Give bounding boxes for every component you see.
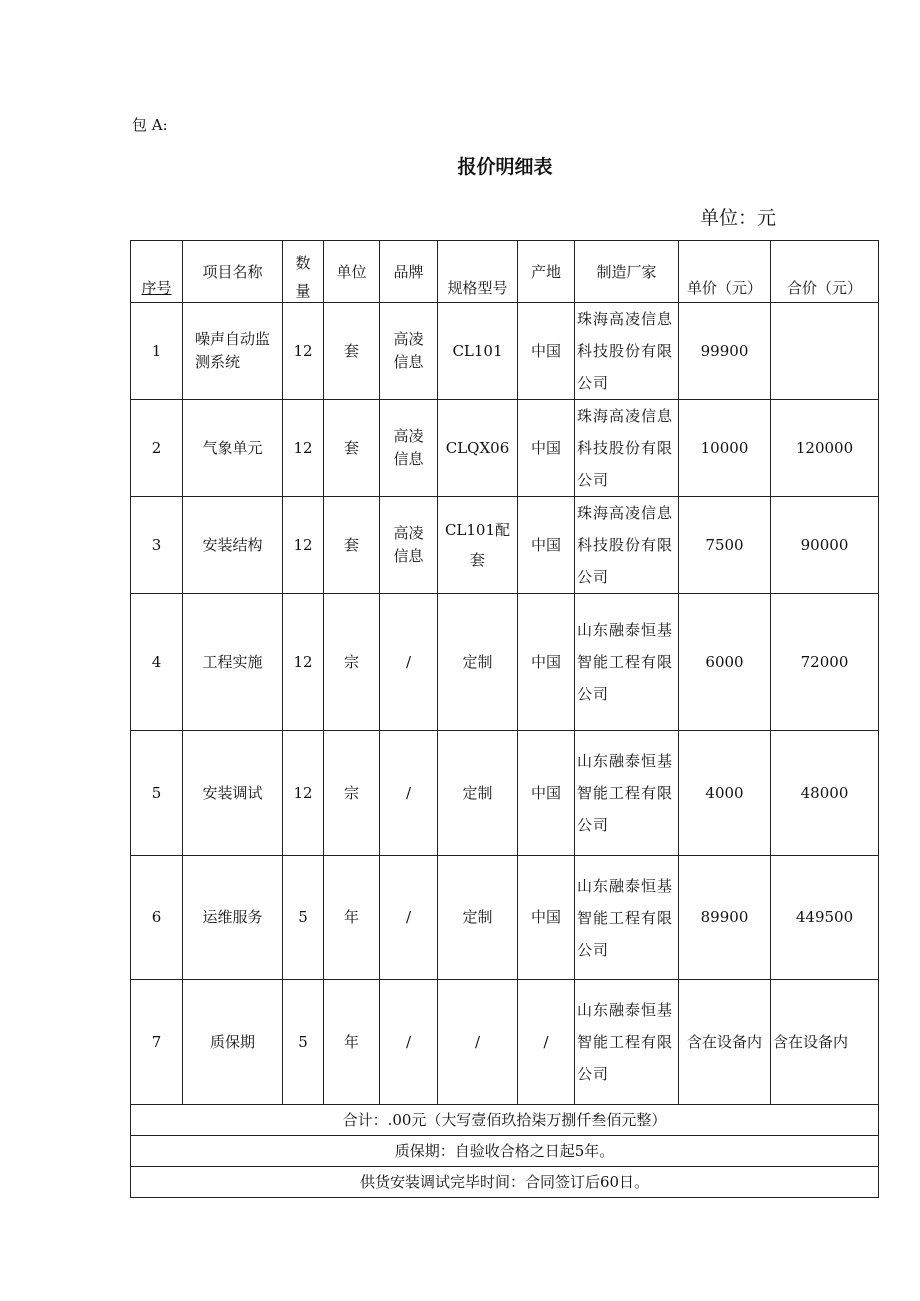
cell-model: CL101 bbox=[438, 303, 518, 400]
quote-table bbox=[130, 240, 879, 1198]
cell-brand: 高凌信息 bbox=[380, 400, 438, 497]
cell-seq: 4 bbox=[131, 594, 183, 731]
cell-unit: 年 bbox=[324, 980, 380, 1105]
cell-brand: / bbox=[380, 731, 438, 856]
cell-maker: 山东融泰恒基智能工程有限公司 bbox=[575, 856, 679, 980]
cell-price: 6000 bbox=[679, 594, 771, 731]
cell-brand: / bbox=[380, 594, 438, 731]
cell-price: 含在设备内 bbox=[679, 980, 771, 1105]
cell-model: CLQX06 bbox=[438, 400, 518, 497]
table-row bbox=[131, 731, 879, 856]
cell-unit: 年 bbox=[324, 856, 380, 980]
table-row bbox=[131, 400, 879, 497]
cell-name: 安装调试 bbox=[183, 731, 283, 856]
cell-unit: 套 bbox=[324, 400, 380, 497]
header-model: 规格型号 bbox=[438, 241, 518, 303]
cell-total: 48000 bbox=[771, 731, 879, 856]
cell-total: 含在设备内 bbox=[771, 980, 879, 1105]
cell-brand: 高凌信息 bbox=[380, 303, 438, 400]
table-row bbox=[131, 303, 879, 400]
cell-seq: 1 bbox=[131, 303, 183, 400]
cell-total: 72000 bbox=[771, 594, 879, 731]
header-name: 项目名称 bbox=[183, 241, 283, 303]
warranty-text: 质保期：自验收合格之日起5年。 bbox=[131, 1136, 879, 1167]
cell-maker: 山东融泰恒基智能工程有限公司 bbox=[575, 594, 679, 731]
cell-total: 120000 bbox=[771, 400, 879, 497]
cell-seq: 6 bbox=[131, 856, 183, 980]
cell-model: 定制 bbox=[438, 731, 518, 856]
cell-unit: 宗 bbox=[324, 731, 380, 856]
cell-total bbox=[771, 303, 879, 400]
cell-model: 定制 bbox=[438, 856, 518, 980]
header-price: 单价（元） bbox=[679, 241, 771, 303]
cell-name: 气象单元 bbox=[183, 400, 283, 497]
cell-name: 运维服务 bbox=[183, 856, 283, 980]
cell-seq: 7 bbox=[131, 980, 183, 1105]
cell-seq: 2 bbox=[131, 400, 183, 497]
cell-total: 90000 bbox=[771, 497, 879, 594]
total-text: 合计：.00元（大写壹佰玖拾柒万捌仟叁佰元整） bbox=[131, 1105, 879, 1136]
package-label: 包 A: bbox=[132, 116, 168, 134]
header-total: 合价（元） bbox=[771, 241, 879, 303]
cell-seq: 3 bbox=[131, 497, 183, 594]
cell-qty: 5 bbox=[283, 856, 324, 980]
cell-model: 定制 bbox=[438, 594, 518, 731]
cell-origin: / bbox=[518, 980, 575, 1105]
cell-name: 安装结构 bbox=[183, 497, 283, 594]
table-row bbox=[131, 594, 879, 731]
cell-maker: 珠海高凌信息科技股份有限公司 bbox=[575, 497, 679, 594]
cell-brand: 高凌信息 bbox=[380, 497, 438, 594]
cell-name: 质保期 bbox=[183, 980, 283, 1105]
cell-maker: 山东融泰恒基智能工程有限公司 bbox=[575, 731, 679, 856]
table-row bbox=[131, 856, 879, 980]
total-row bbox=[131, 1105, 879, 1136]
delivery-text: 供货安装调试完毕时间：合同签订后60日。 bbox=[131, 1167, 879, 1198]
cell-price: 4000 bbox=[679, 731, 771, 856]
cell-model: / bbox=[438, 980, 518, 1105]
cell-origin: 中国 bbox=[518, 497, 575, 594]
header-origin: 产地 bbox=[518, 241, 575, 303]
cell-total: 449500 bbox=[771, 856, 879, 980]
cell-price: 99900 bbox=[679, 303, 771, 400]
warranty-row bbox=[131, 1136, 879, 1167]
cell-price: 10000 bbox=[679, 400, 771, 497]
header-brand: 品牌 bbox=[380, 241, 438, 303]
cell-name: 噪声自动监测系统 bbox=[183, 303, 283, 400]
page-title: 报价明细表 bbox=[457, 156, 553, 178]
cell-maker: 珠海高凌信息科技股份有限公司 bbox=[575, 400, 679, 497]
delivery-row bbox=[131, 1167, 879, 1198]
cell-qty: 5 bbox=[283, 980, 324, 1105]
unit-label: 单位：元 bbox=[700, 207, 777, 229]
cell-origin: 中国 bbox=[518, 303, 575, 400]
header-maker: 制造厂家 bbox=[575, 241, 679, 303]
cell-price: 7500 bbox=[679, 497, 771, 594]
cell-model: CL101配套 bbox=[438, 497, 518, 594]
cell-qty: 12 bbox=[283, 594, 324, 731]
cell-brand: / bbox=[380, 980, 438, 1105]
cell-unit: 套 bbox=[324, 497, 380, 594]
table-row bbox=[131, 980, 879, 1105]
cell-origin: 中国 bbox=[518, 856, 575, 980]
header-qty: 数量 bbox=[283, 241, 324, 303]
cell-qty: 12 bbox=[283, 497, 324, 594]
cell-origin: 中国 bbox=[518, 400, 575, 497]
cell-qty: 12 bbox=[283, 303, 324, 400]
cell-name: 工程实施 bbox=[183, 594, 283, 731]
header-seq: 序号 bbox=[131, 241, 183, 303]
cell-maker: 珠海高凌信息科技股份有限公司 bbox=[575, 303, 679, 400]
cell-origin: 中国 bbox=[518, 594, 575, 731]
cell-brand: / bbox=[380, 856, 438, 980]
cell-maker: 山东融泰恒基智能工程有限公司 bbox=[575, 980, 679, 1105]
header-row bbox=[131, 241, 879, 303]
table-row bbox=[131, 497, 879, 594]
cell-unit: 套 bbox=[324, 303, 380, 400]
cell-seq: 5 bbox=[131, 731, 183, 856]
cell-qty: 12 bbox=[283, 731, 324, 856]
cell-qty: 12 bbox=[283, 400, 324, 497]
cell-price: 89900 bbox=[679, 856, 771, 980]
cell-unit: 宗 bbox=[324, 594, 380, 731]
header-unit: 单位 bbox=[324, 241, 380, 303]
cell-origin: 中国 bbox=[518, 731, 575, 856]
